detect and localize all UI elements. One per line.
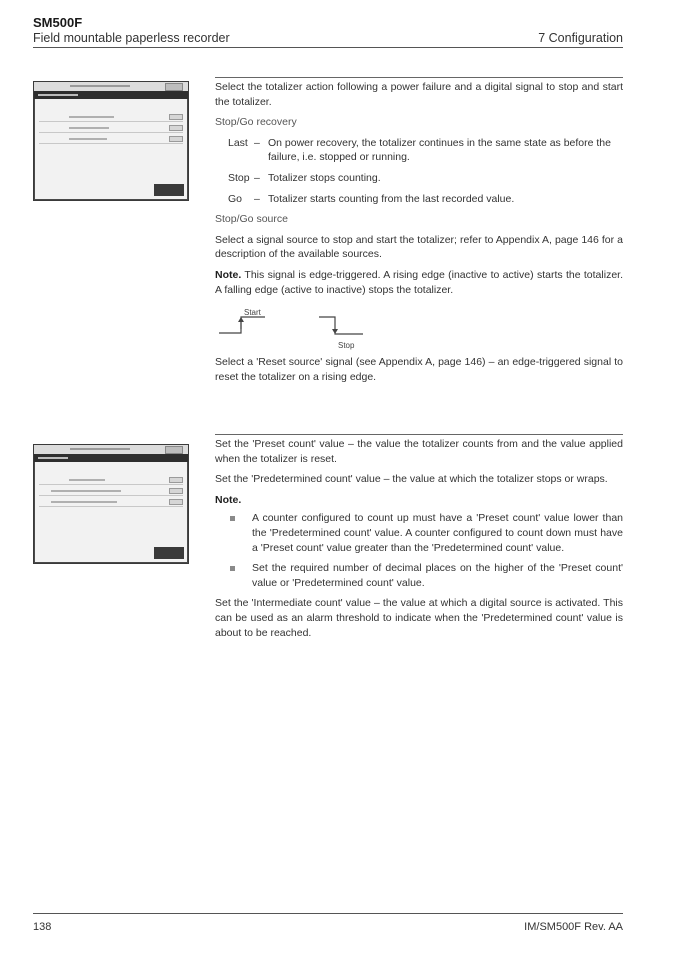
section-title: 7 Configuration: [538, 31, 623, 45]
intermediate-count-text: Set the 'Intermediate count' value – the value at which a digital source is activated. This can be used as an alarm threshold to indicate when the 'Predetermined count' value is about to be reached.: [215, 597, 623, 639]
stop-go-settings-screenshot: [33, 81, 189, 201]
footer-divider: [33, 913, 623, 914]
screenshot-body: [35, 99, 187, 199]
stop-label: Stop: [338, 341, 355, 351]
header-divider: [33, 47, 623, 48]
page-header: [33, 15, 623, 46]
preset-count-text: Set the 'Preset count' value – the value the totalizer counts from and the value applied when the totalizer is reset.: [215, 438, 623, 465]
screenshot-ok-button: [154, 184, 184, 196]
header-row: [33, 31, 623, 46]
page-number: 138: [33, 921, 52, 933]
screenshot-toolbar: [34, 445, 188, 454]
option-go: Go – Totalizer starts counting from the last recorded value.: [228, 192, 515, 205]
section2-divider: [215, 434, 623, 435]
note-bullet: Set the required number of decimal places on the higher of the 'Preset count' value or 'Predetermined count' value.: [215, 561, 623, 590]
stop-go-source-heading: Stop/Go source: [215, 213, 288, 226]
option-last: Last – On power recovery, the totalizer continues in the same state as before the failure, i.e. stopped or running.: [228, 136, 611, 164]
edge-trigger-note: Note. This signal is edge-triggered. A rising edge (inactive to active) starts the totalizer. A falling edge (active to inactive) stops the totalizer.: [215, 268, 623, 296]
count-settings-screenshot: [33, 444, 189, 564]
predetermined-count-text: Set the 'Predetermined count' value – the value at which the totalizer stops or wraps.: [215, 473, 608, 486]
section1-divider: [215, 77, 623, 78]
stop-go-source-text: Select a signal source to stop and start the totalizer; refer to Appendix A, page 146 for a description of the available sources.: [215, 233, 623, 261]
stop-go-recovery-heading: Stop/Go recovery: [215, 116, 297, 129]
section1-text: [215, 80, 623, 390]
screenshot-ok-button: [154, 547, 184, 559]
document-title: SM500F: [33, 15, 83, 30]
start-label: Start: [244, 308, 261, 318]
note-bullet-list: [215, 511, 623, 590]
section1-intro: Select the totalizer action following a power failure and a digital signal to stop and start the totalizer.: [215, 81, 623, 108]
document-subtitle: Field mountable paperless recorder: [33, 31, 230, 45]
note-bullet: A counter configured to count up must have a 'Preset count' value lower than the 'Predetermined count' value. A counter configured to count down must have a 'Preset count' value greater than the 'Predetermined count' value.: [215, 511, 623, 555]
edge-trigger-diagram: [215, 303, 623, 349]
document-reference: IM/SM500F Rev. AA: [524, 921, 623, 933]
page-footer: [33, 921, 623, 933]
screenshot-toolbar: [34, 82, 188, 91]
screenshot-title-bar: [34, 91, 188, 99]
screenshot-body: [35, 462, 187, 562]
section2-note-label: Note.: [215, 493, 242, 506]
section2-text: [215, 437, 623, 646]
option-stop: Stop – Totalizer stops counting.: [228, 171, 381, 184]
reset-source-text: Select a 'Reset source' signal (see Appendix A, page 146) – an edge-triggered signal to reset the totalizer on a rising edge.: [215, 356, 623, 383]
screenshot-title-bar: [34, 454, 188, 462]
